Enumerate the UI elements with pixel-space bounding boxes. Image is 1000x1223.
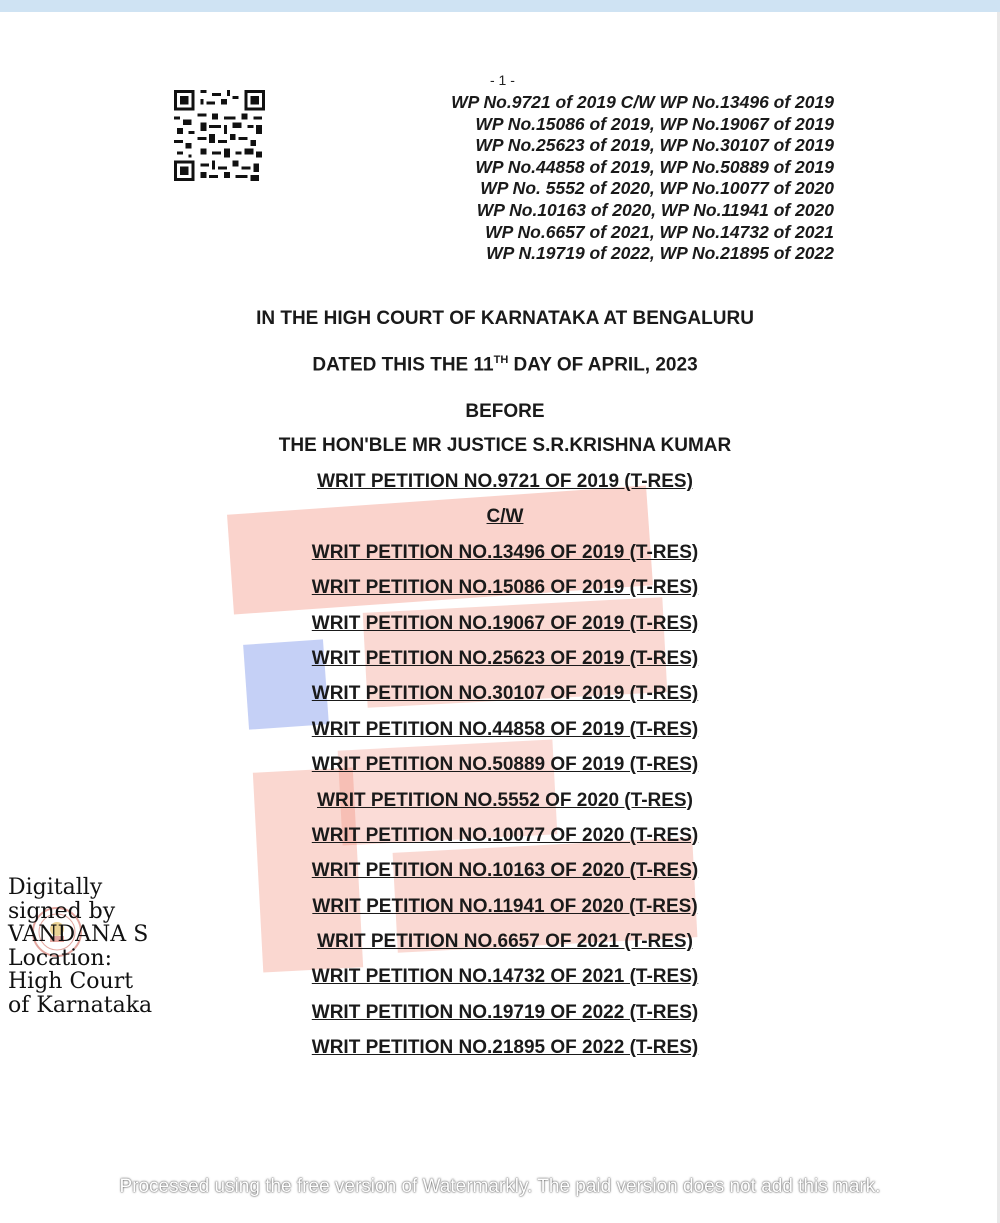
signature-line: signed by — [8, 898, 116, 924]
date-suffix: DAY OF APRIL, 2023 — [508, 354, 698, 376]
petition-title: WRIT PETITION NO.9721 OF 2019 (T-RES) — [317, 471, 693, 492]
petition-title: WRIT PETITION NO.30107 OF 2019 (T-RES) — [311, 683, 699, 705]
petition-title: WRIT PETITION NO.25623 OF 2019 (T-RES) — [311, 647, 699, 669]
petition-title: WRIT PETITION NO.10163 OF 2020 (T-RES) — [311, 860, 699, 882]
petition-title: WRIT PETITION NO.15086 OF 2019 (T-RES) — [311, 577, 699, 599]
connected-with-label — [0, 505, 1000, 540]
petition-item — [0, 789, 1000, 824]
digital-signature — [8, 876, 152, 1017]
court-title: IN THE HIGH COURT OF KARNATAKA AT BENGALURU — [256, 308, 754, 329]
viewer-top-bar — [0, 0, 1000, 12]
petition-title: WRIT PETITION NO.11941 OF 2020 (T-RES) — [312, 895, 698, 917]
case-number-line: WP No.10163 of 2020, WP No.11941 of 2020 — [476, 199, 834, 220]
case-number-line: WP No.9721 of 2019 C/W WP No.13496 of 2019 — [451, 92, 834, 112]
case-number-line: WP No.44858 of 2019, WP No.50889 of 2019 — [475, 156, 834, 177]
petition-title: WRIT PETITION NO.14732 OF 2021 (T-RES) — [311, 966, 699, 988]
signature-line: Digitally — [8, 875, 103, 900]
petition-item — [0, 753, 1000, 788]
petition-title: WRIT PETITION NO.13496 OF 2019 (T-RES) — [311, 541, 699, 563]
case-number-list — [400, 92, 834, 265]
connector-text: C/W — [486, 506, 524, 528]
petition-item — [0, 647, 1000, 682]
petition-title: WRIT PETITION NO.21895 OF 2022 (T-RES) — [311, 1037, 699, 1059]
before-label: BEFORE — [465, 401, 545, 422]
petition-item — [0, 541, 1000, 576]
case-number-line: WP N.19719 of 2022, WP No.21895 of 2022 — [486, 243, 834, 264]
signature-line: VANDANA S — [8, 922, 149, 947]
page-number: - 1 - — [490, 72, 515, 88]
qr-code-icon — [173, 90, 266, 181]
petition-title: WRIT PETITION NO.6657 OF 2021 (T-RES) — [317, 931, 693, 953]
signature-line: Location: — [8, 945, 112, 971]
petition-item — [0, 824, 1000, 859]
case-number-line: WP No.6657 of 2021, WP No.14732 of 2021 — [485, 221, 834, 242]
case-number-line: WP No.25623 of 2019, WP No.30107 of 2019 — [475, 135, 834, 156]
case-number-line: WP No.15086 of 2019, WP No.19067 of 2019 — [475, 113, 834, 134]
case-number-line: WP No. 5552 of 2020, WP No.10077 of 2020 — [480, 178, 834, 199]
signature-line: of Karnataka — [8, 992, 153, 1018]
petition-title: WRIT PETITION NO.44858 OF 2019 (T-RES) — [311, 718, 699, 740]
petition-item — [0, 718, 1000, 753]
petition-item — [0, 576, 1000, 611]
judge-name: THE HON'BLE MR JUSTICE S.R.KRISHNA KUMAR — [278, 435, 732, 456]
footer-watermark-text: Processed using the free version of Watermarkly. The paid version does not add this mark. — [119, 1176, 881, 1197]
petition-item — [0, 682, 1000, 717]
petition-title: WRIT PETITION NO.5552 OF 2020 (T-RES) — [317, 789, 693, 811]
petition-title: WRIT PETITION NO.19067 OF 2019 (T-RES) — [311, 612, 699, 634]
petition-main — [0, 470, 1000, 505]
petition-item — [0, 1036, 1000, 1071]
date-line — [0, 354, 1000, 376]
date-superscript: TH — [493, 354, 509, 366]
petition-title: WRIT PETITION NO.19719 OF 2022 (T-RES) — [311, 1001, 699, 1023]
petition-title: WRIT PETITION NO.10077 OF 2020 (T-RES) — [311, 824, 699, 846]
petition-title: WRIT PETITION NO.50889 OF 2019 (T-RES) — [311, 754, 699, 776]
date-prefix: DATED THIS THE 11 — [312, 354, 494, 376]
signature-line: High Court — [8, 969, 134, 994]
petition-item — [0, 612, 1000, 647]
